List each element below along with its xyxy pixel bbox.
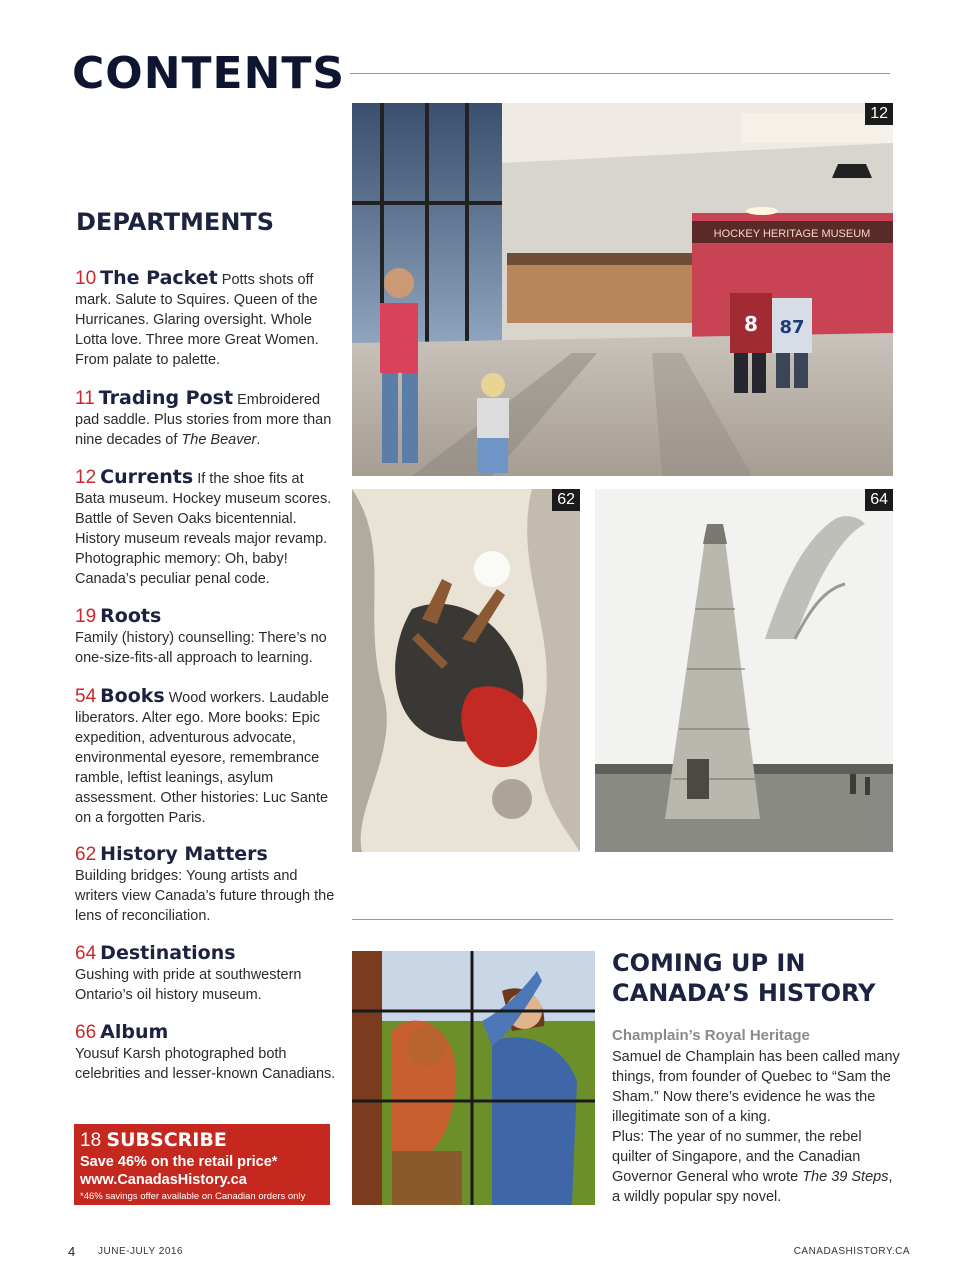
dept-entry-destinations[interactable] [75,943,337,1005]
dept-entry-books[interactable] [75,686,337,828]
dept-page-number: 12 [75,467,97,488]
hockey-museum-illustration [352,103,893,476]
stained-glass-photo [352,951,595,1205]
page-badge-12: 12 [865,103,893,125]
dept-description-italic: The Beaver [181,432,257,448]
dept-name: Destinations [100,942,236,964]
dept-page-number: 54 [75,686,97,707]
coming-up-body [612,1047,902,1207]
dept-description: Building bridges: Young artists and writers view Canada’s future through the lens of reconciliation. [75,868,335,924]
dept-description: Embroidered pad saddle. Plus stories from more than nine decades of [75,392,332,448]
oil-derrick-illustration [595,489,893,852]
hockey-museum-sign: HOCKEY HERITAGE MUSEUM [713,228,871,240]
dept-description: Wood workers. Laudable liberators. Alter ego. More books: Epic expedition, adventurous advocate, environmental eyesore, remembrance ramble, leftist leanings, asylum assessment. Other histories: Luc Sante on a forgotten Paris. [75,690,329,826]
dept-entry-album[interactable] [75,1022,337,1084]
coming-up-text: Plus: The year of no summer, the rebel quilter of Singapore, and the Canadian Governor General who wrote [612,1129,862,1185]
page-badge-64: 64 [865,489,893,511]
dept-description: If the shoe fits at Bata museum. Hockey museum scores. Battle of Seven Oaks bicentennial. History museum reveals major revamp. Photographic memory: Oh, baby! Canada’s peculiar penal code. [75,471,332,587]
footer-page-number: 4 [68,1244,76,1259]
oil-derrick-photo [595,489,893,852]
dept-name: History Matters [100,843,268,865]
dept-name: Currents [100,466,194,488]
jersey-number-left: 8 [744,312,758,336]
coming-up-heading: COMING UP IN CANADA’S HISTORY [612,949,876,1007]
coming-up-book-title: The 39 Steps [802,1169,889,1185]
departments-heading: DEPARTMENTS [76,208,275,236]
page-title: CONTENTS [72,48,346,99]
dept-entry-history-matters[interactable] [75,844,337,926]
subscribe-page-number: 18 [80,1130,102,1151]
title-rule [350,73,890,74]
dept-description: Yousuf Karsh photographed both celebrities and lesser-known Canadians. [75,1046,336,1082]
dept-name: The Packet [100,267,218,289]
dept-entry-trading-post[interactable] [75,388,337,450]
hockey-museum-photo [352,103,893,476]
dept-name: Album [100,1021,169,1043]
coming-up-text-tail: , a wildly popular spy novel. [612,1169,893,1205]
page-badge-62: 62 [552,489,580,511]
dept-name: Books [100,685,165,707]
subscribe-note: *46% savings offer available on Canadian orders only [80,1191,306,1202]
dept-page-number: 10 [75,268,97,289]
footer-issue-date: JUNE-JULY 2016 [98,1246,183,1257]
dept-description-tail: . [256,432,261,448]
dept-description: Family (history) counselling: There’s no one-size-fits-all approach to learning. [75,630,327,666]
dept-entry-packet[interactable] [75,268,337,370]
jersey-number-right: 87 [779,317,805,338]
subscribe-offer: Save 46% on the retail price* [80,1154,278,1170]
section-divider [352,919,893,920]
dept-name: Roots [100,605,162,627]
dept-entry-currents[interactable] [75,467,337,589]
coming-up-subheading: Champlain’s Royal Heritage [612,1027,810,1044]
dept-description: Potts shots off mark. Salute to Squires. Queen of the Hurricanes. Glaring oversight. Whole Lotta love. Three more Great Women. From palate to palette. [75,272,319,368]
dept-page-number: 62 [75,844,97,865]
subscribe-box[interactable] [74,1124,330,1205]
painting-photo [352,489,580,852]
dept-entry-roots[interactable] [75,606,337,668]
footer-website[interactable]: CANADASHISTORY.CA [793,1246,910,1257]
dept-description: Gushing with pride at southwestern Ontario’s oil history museum. [75,967,302,1003]
stained-glass-illustration [352,951,595,1205]
dept-page-number: 66 [75,1022,97,1043]
painting-illustration [352,489,580,852]
coming-up-paragraph-2 [612,1127,902,1207]
subscribe-link[interactable]: www.CanadasHistory.ca [80,1172,247,1188]
dept-page-number: 19 [75,606,97,627]
dept-page-number: 64 [75,943,97,964]
coming-up-paragraph-1: Samuel de Champlain has been called many things, from founder of Quebec to “Sam the Sham.” Now there’s evidence he was the illegitimate son of a king. [612,1049,900,1125]
dept-name: Trading Post [98,387,234,409]
subscribe-label: SUBSCRIBE [106,1129,227,1151]
dept-page-number: 11 [75,388,95,409]
